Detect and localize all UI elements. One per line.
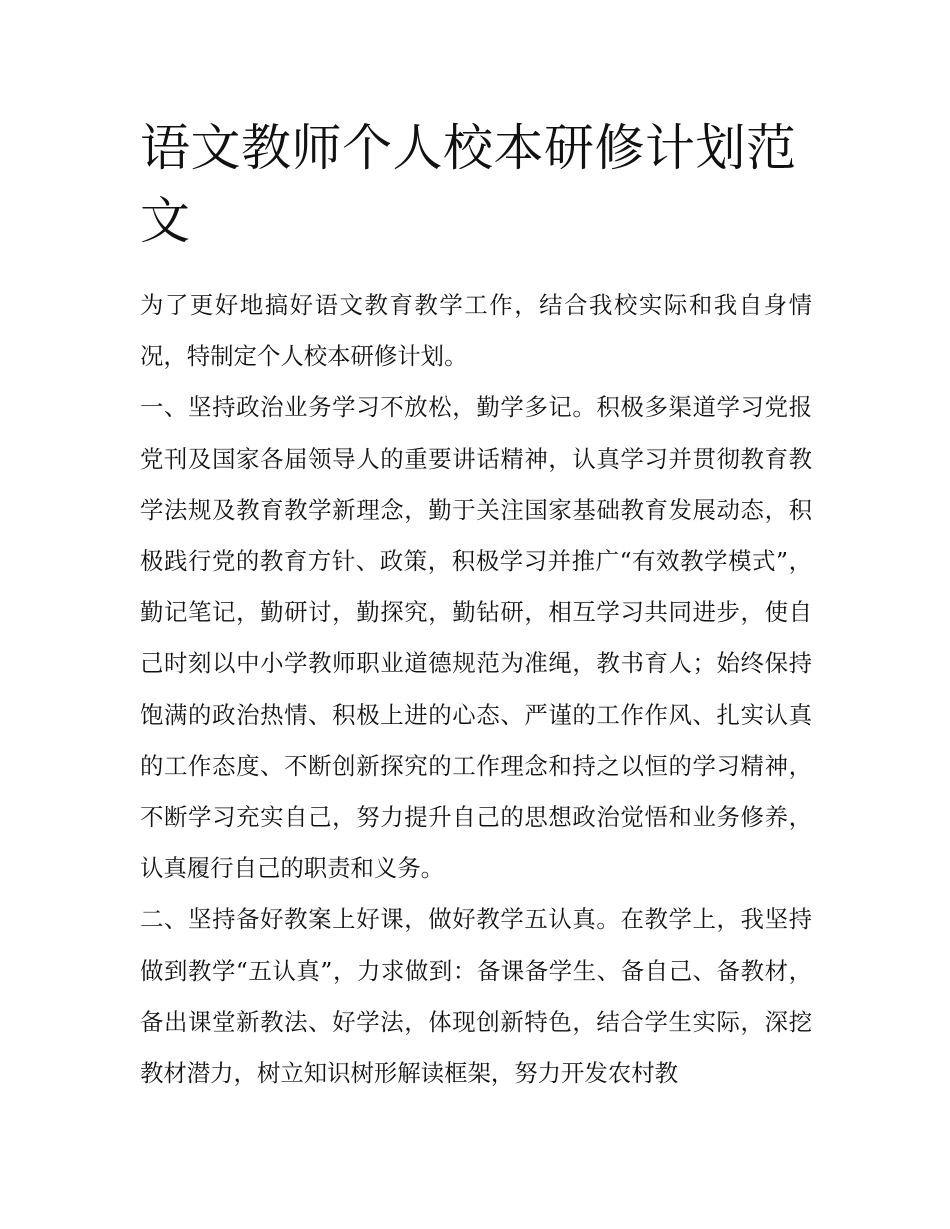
intro-paragraph: 为了更好地搞好语文教育教学工作，结合我校实际和我自身情况，特制定个人校本研修计划。: [140, 291, 812, 371]
document-body: [140, 112, 812, 1099]
paragraph-list: [140, 280, 812, 1099]
section-one-paragraph: 一、坚持政治业务学习不放松，勤学多记。积极多渠道学习党报党刊及国家各届领导人的重要讲话精神，认真学习并贯彻教育教学法规及教育教学新理念，勤于关注国家基础教育发展动态，积极践行党的教育方针、政策，积极学习并推广“有效教学模式”，勤记笔记，勤研讨，勤探究，勤钻研，相互学习共同进步，使自己时刻以中小学教师职业道德规范为准绳，教书育人；始终保持饱满的政治热情、积极上进的心态、严谨的工作作风、扎实认真的工作态度、不断创新探究的工作理念和持之以恒的学习精神，不断学习充实自己，努力提升自己的思想政治觉悟和业务修养，认真履行自己的职责和义务。: [140, 393, 812, 883]
document-title: 语文教师个人校本研修计划范文: [140, 119, 797, 250]
section-two-paragraph: 二、坚持备好教案上好课，做好教学五认真。在教学上，我坚持做到教学“五认真”，力求做到：备课备学生、备自己、备教材，备出课堂新教法、好学法，体现创新特色，结合学生实际，深挖教材潜力，树立知识树形解读框架，努力开发农村教: [140, 905, 812, 1088]
